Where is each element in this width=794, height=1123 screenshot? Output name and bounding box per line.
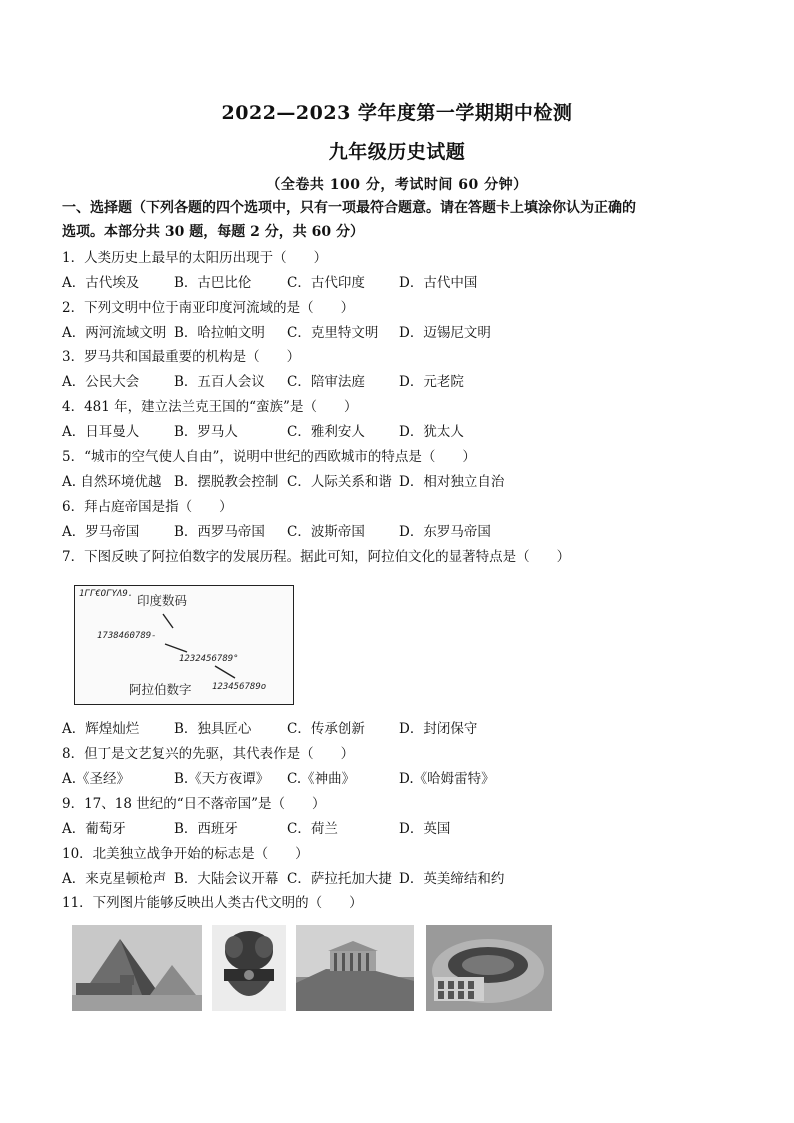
option: A．公民大会 [62,374,140,390]
option: D.《哈姆雷特》 [399,771,495,787]
option: D．古代中国 [399,275,478,291]
question-stem: 6．拜占庭帝国是指（ ） [62,499,233,515]
lion-capital-photo [212,925,286,1011]
arabic-numerals-handwriting: 123456789o [212,682,267,692]
question-stem: 4．481 年，建立法兰克王国的“蛮族”是（ ） [62,399,358,415]
exam-subtitle: 九年级历史试题 [328,141,466,163]
evolution-arrows [75,586,293,704]
exam-title: 2022—2023 学年度第一学期期中检测 [221,102,573,124]
option: A．罗马帝国 [62,524,140,540]
figure-label-indian: 印度数码 [137,593,188,608]
question-stem: 3．罗马共和国最重要的机构是（ ） [62,349,301,365]
option: A．两河流域文明 [62,325,167,341]
option: D．犹太人 [399,424,464,440]
indian-numerals-handwriting: 1ΓΓ€OΓΥΛ9. [79,589,134,599]
question-stem: 5．“城市的空气使人自由”，说明中世纪的西欧城市的特点是（ ） [62,449,476,465]
option: A．葡萄牙 [62,821,126,837]
lion-capital-image [212,925,286,1011]
colosseum-image [426,925,552,1011]
question-stem: 7．下图反映了阿拉伯数字的发展历程。据此可知，阿拉伯文化的显著特点是（ ） [62,549,571,565]
question-stem: 10．北美独立战争开始的标志是（ ） [62,846,309,862]
question-stem: 2．下列文明中位于南亚印度河流域的是（ ） [62,300,355,316]
question-stem: 11．下列图片能够反映出人类古代文明的（ ） [62,895,363,911]
option: D．封闭保守 [399,721,478,737]
option: B．西班牙 [174,821,238,837]
option: B．大陆会议开幕 [174,871,279,887]
option: B．古巴比伦 [174,275,252,291]
question-stem: 8．但丁是文艺复兴的先驱，其代表作是（ ） [62,746,355,762]
transitional-numerals-handwriting: 1232456789° [179,654,239,664]
option: C．克里特文明 [287,325,379,341]
section-heading [62,196,734,244]
option: D．相对独立自治 [399,474,505,490]
option: B．独具匠心 [174,721,252,737]
option: A．古代埃及 [62,275,140,291]
option: D．东罗马帝国 [399,524,491,540]
option: C.《神曲》 [287,771,356,787]
option: C．荷兰 [287,821,338,837]
question-stem: 9．17、18 世纪的“日不落帝国”是（ ） [62,796,326,812]
option: B.《天方夜谭》 [174,771,270,787]
option: D．英国 [399,821,451,837]
section-heading-line2: 选项。本部分共 30 题，每题 2 分，共 60 分） [62,224,364,240]
section-heading-line1: 一、选择题（下列各题的四个选项中，只有一项最符合题意。请在答题卡上填涂你认为正确的 [62,200,636,216]
option: C．传承创新 [287,721,365,737]
numeral-evolution-figure [74,585,294,705]
colosseum-photo [426,925,552,1011]
option: D．迈锡尼文明 [399,325,491,341]
acropolis-photo [296,925,414,1011]
option: B．罗马人 [174,424,238,440]
option: C．古代印度 [287,275,365,291]
option: C．陪审法庭 [287,374,365,390]
option: B．西罗马帝国 [174,524,265,540]
option: D．英美缔结和约 [399,871,505,887]
acropolis-image [296,925,414,1011]
transitional-numerals-handwriting: 1738460789- [97,631,157,641]
option: A. 自然环境优越 [62,474,162,490]
pyramid-sphinx-photo [72,925,202,1011]
option: A．来克星顿枪声 [62,871,167,887]
option: C．雅利安人 [287,424,365,440]
option: A．日耳曼人 [62,424,140,440]
option: B．摆脱教会控制 [174,474,279,490]
option: B．五百人会议 [174,374,265,390]
option: C．波斯帝国 [287,524,365,540]
option: C．萨拉托加大捷 [287,871,392,887]
option: B．哈拉帕文明 [174,325,265,341]
option: A.《圣经》 [62,771,131,787]
question-stem: 1．人类历史上最早的太阳历出现于（ ） [62,250,328,266]
option: A．辉煌灿烂 [62,721,140,737]
option: C．人际关系和谐 [287,474,392,490]
option: D．元老院 [399,374,464,390]
pyramid-sphinx-image [72,925,202,1011]
exam-note: （全卷共 100 分，考试时间 60 分钟） [266,177,528,193]
figure-label-arabic: 阿拉伯数字 [129,682,192,697]
